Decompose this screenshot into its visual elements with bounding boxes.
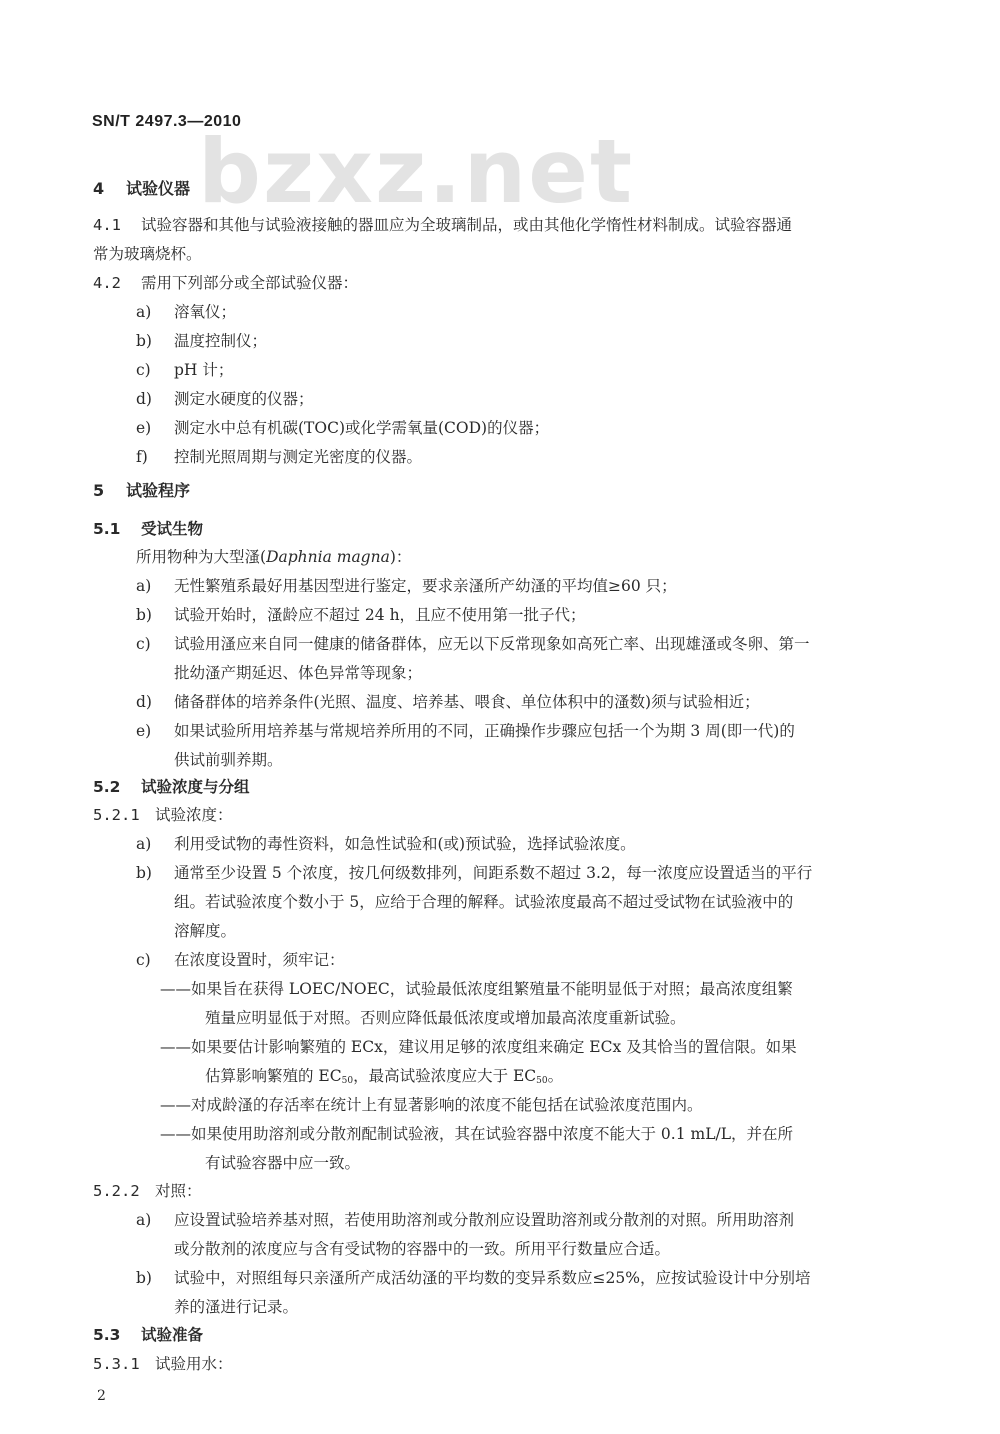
list-item: d) 储备群体的培养条件(光照、温度、培养基、喂食、单位体积中的溞数)须与试验相近； bbox=[136, 693, 760, 711]
dash-item-continuation: 有试验容器中应一致。 bbox=[205, 1154, 361, 1172]
watermark: bzxz.net bbox=[198, 120, 635, 223]
section-5-2-heading: 5.2 试验浓度与分组 bbox=[93, 778, 250, 796]
list-item: c) 在浓度设置时，须牢记： bbox=[136, 951, 345, 969]
standard-id-header: SN/T 2497.3—2010 bbox=[92, 113, 242, 130]
species-name: Daphnia magna bbox=[266, 548, 390, 566]
section-5-2-2: 5.2.2 对照： bbox=[93, 1182, 202, 1200]
section-5-3-heading: 5.3 试验准备 bbox=[93, 1326, 204, 1344]
list-item-continuation: 组。若试验浓度个数小于 5，应给于合理的解释。试验浓度最高不超过受试物在试验液中的 bbox=[174, 893, 794, 911]
section-5-3-1: 5.3.1 试验用水： bbox=[93, 1355, 233, 1373]
list-item-continuation: 溶解度。 bbox=[174, 922, 237, 940]
list-item-continuation: 养的溞进行记录。 bbox=[174, 1298, 299, 1316]
list-item: e) 如果试验所用培养基与常规培养所用的不同，正确操作步骤应包括一个为期 3 周(即一代)的 bbox=[136, 722, 795, 740]
section-4-1-line1: 4.1 试验容器和其他与试验液接触的器皿应为全玻璃制品，或由其他化学惰性材料制成。试验容器通 bbox=[93, 216, 793, 234]
list-item: c) pH 计； bbox=[136, 361, 234, 379]
list-item: b) 试验中，对照组每只亲溞所产成活幼溞的平均数的变异系数应≤25%，应按试验设计中分别培 bbox=[136, 1269, 811, 1287]
list-item: c) 试验用溞应来自同一健康的储备群体，应无以下反常现象如高死亡率、出现雄溞或冬卵、第一 bbox=[136, 635, 810, 653]
dash-item-continuation: 估算影响繁殖的 $EC_{50}$，最高试验浓度应大于 $EC_{50}$。 bbox=[205, 1067, 564, 1086]
list-item: b) 试验开始时，溞龄应不超过 24 h，且应不使用第一批子代； bbox=[136, 606, 586, 624]
section-5-2-1: 5.2.1 试验浓度： bbox=[93, 806, 233, 824]
list-item: a) 溶氧仪； bbox=[136, 303, 237, 321]
list-item: a) 利用受试物的毒性资料，如急性试验和(或)预试验，选择试验浓度。 bbox=[136, 835, 636, 853]
dash-item-continuation: 殖量应明显低于对照。否则应降低最低浓度或增加最高浓度重新试验。 bbox=[205, 1009, 686, 1027]
section-4-heading: 4 试验仪器 bbox=[93, 179, 191, 198]
dash-item: ——如果旨在获得 LOEC/NOEC，试验最低浓度组繁殖量不能明显低于对照；最高浓度组繁 bbox=[160, 980, 793, 998]
page-number: 2 bbox=[97, 1388, 106, 1404]
list-item: f) 控制光照周期与测定光密度的仪器。 bbox=[136, 448, 423, 466]
section-5-1-heading: 5.1 受试生物 bbox=[93, 520, 204, 538]
dash-item: ——如果使用助溶剂或分散剂配制试验液，其在试验容器中浓度不能大于 0.1 mL/L，并在所 bbox=[160, 1125, 794, 1143]
section-4-2: 4.2 需用下列部分或全部试验仪器： bbox=[93, 274, 359, 292]
list-item: b) 通常至少设置 5 个浓度，按几何级数排列，间距系数不超过 3.2，每一浓度应设置适当的平行 bbox=[136, 864, 813, 882]
list-item: a) 无性繁殖系最好用基因型进行鉴定，要求亲溞所产幼溞的平均值≥60 只； bbox=[136, 577, 677, 595]
section-5-heading: 5 试验程序 bbox=[93, 481, 191, 500]
list-item-continuation: 或分散剂的浓度应与含有受试物的容器中的一致。所用平行数量应合适。 bbox=[174, 1240, 671, 1258]
list-item: e) 测定水中总有机碳(TOC)或化学需氧量(COD)的仪器； bbox=[136, 419, 550, 437]
section-4-1-line2: 常为玻璃烧杯。 bbox=[93, 245, 202, 263]
section-5-1-intro: 所用物种为大型溞(Daphnia magna)： bbox=[136, 548, 412, 566]
dash-item: ——对成龄溞的存活率在统计上有显著影响的浓度不能包括在试验浓度范围内。 bbox=[160, 1096, 703, 1114]
dash-item: ——如果要估计影响繁殖的 ECx，建议用足够的浓度组来确定 ECx 及其恰当的置信限。如果 bbox=[160, 1038, 797, 1056]
list-item-continuation: 批幼溞产期延迟、体色异常等现象； bbox=[174, 664, 423, 682]
list-item: b) 温度控制仪； bbox=[136, 332, 268, 350]
list-item: a) 应设置试验培养基对照，若使用助溶剂或分散剂应设置助溶剂或分散剂的对照。所用助溶剂 bbox=[136, 1211, 795, 1229]
list-item: d) 测定水硬度的仪器； bbox=[136, 390, 314, 408]
list-item-continuation: 供试前驯养期。 bbox=[174, 751, 283, 769]
